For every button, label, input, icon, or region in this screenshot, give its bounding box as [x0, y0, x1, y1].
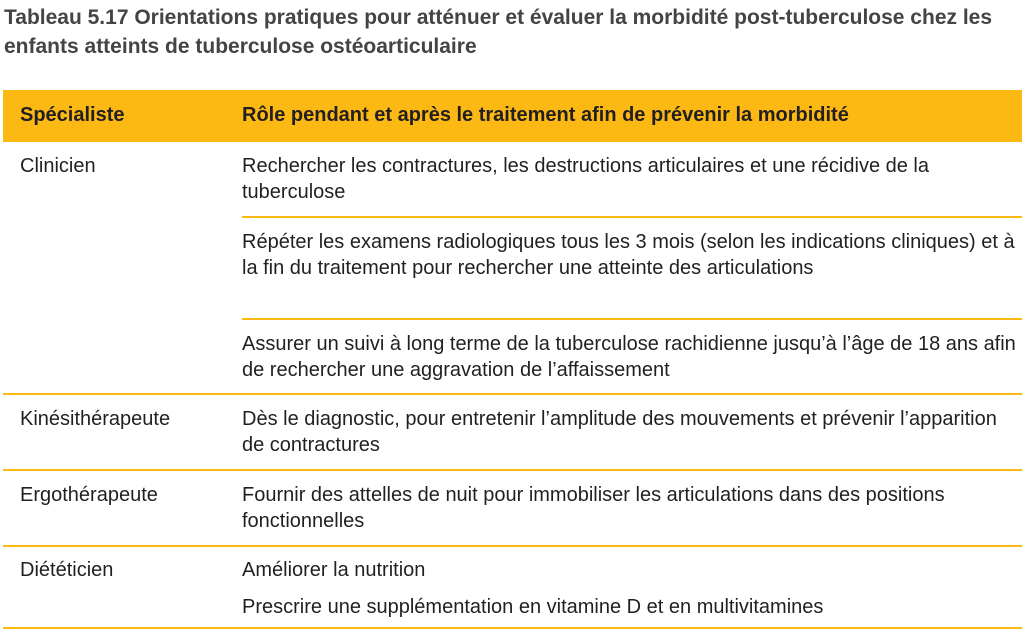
specialist-cell: Ergothérapeute — [20, 484, 158, 506]
role-cell: Améliorer la nutrition — [242, 559, 426, 581]
specialist-cell: Clinicien — [20, 155, 96, 177]
row-divider — [3, 469, 1022, 471]
role-cell: Prescrire une supplémentation en vitamine D et en multivitamines — [242, 596, 824, 618]
role-cell: Fournir des attelles de nuit pour immobiliser les articulations dans des positions fonctionnelles — [242, 484, 945, 532]
row-divider — [3, 393, 1022, 395]
header-role: Rôle pendant et après le traitement afin de prévenir la morbidité — [242, 104, 849, 126]
role-cell: Dès le diagnostic, pour entretenir l’amplitude des mouvements et prévenir l’apparition de contractures — [242, 408, 997, 456]
header-specialist: Spécialiste — [20, 104, 125, 126]
specialist-cell: Diététicien — [20, 559, 114, 581]
row-divider — [242, 216, 1022, 218]
table-bottom-rule — [3, 627, 1022, 629]
role-cell: Assurer un suivi à long terme de la tuberculose rachidienne jusqu’à l’âge de 18 ans afin de rechercher une aggravation de l’affaissement — [242, 333, 1016, 381]
specialist-cell: Kinésithérapeute — [20, 408, 171, 430]
morbidity-table — [3, 90, 1022, 142]
table-header — [3, 90, 1022, 142]
table-title: Tableau 5.17 Orientations pratiques pour atténuer et évaluer la morbidité post-tuberculose chez les enfants atteints de tuberculose ostéoarticulaire — [4, 6, 993, 58]
row-divider — [242, 318, 1022, 320]
role-cell: Répéter les examens radiologiques tous les 3 mois (selon les indications cliniques) et à la fin du traitement pour rechercher une atteinte des articulations — [242, 231, 1015, 279]
row-divider — [3, 545, 1022, 547]
role-cell: Rechercher les contractures, les destructions articulaires et une récidive de la tuberculose — [242, 155, 929, 203]
